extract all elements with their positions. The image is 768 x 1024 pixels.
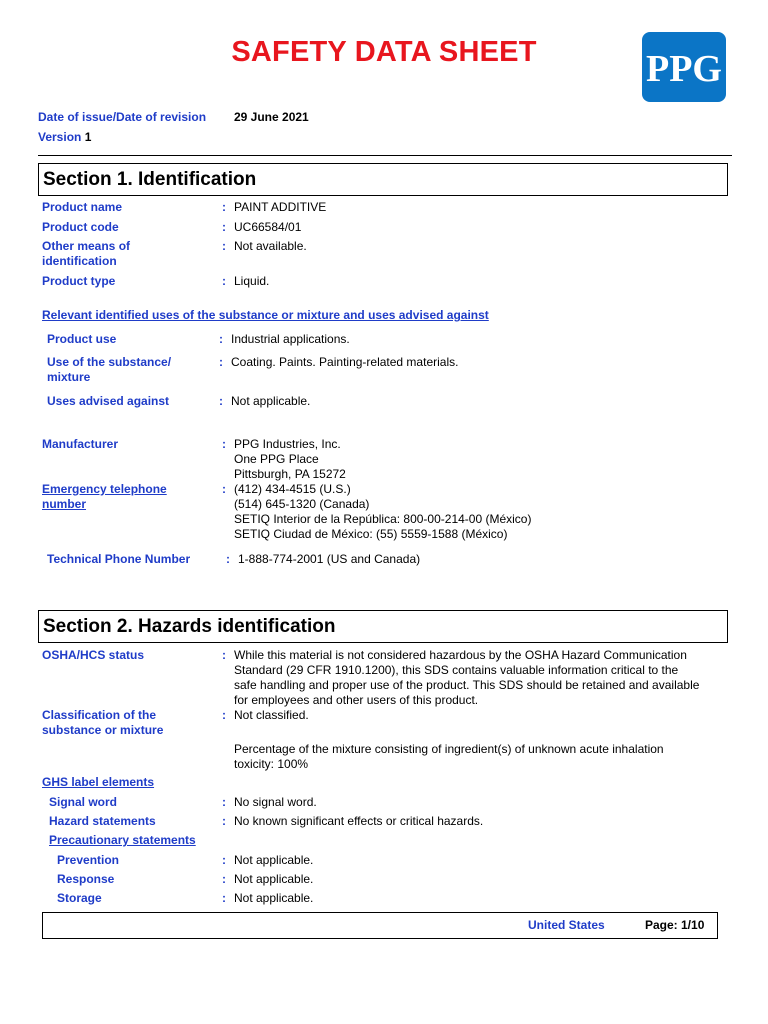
section2-heading: Section 2. Hazards identification [38, 610, 728, 643]
hazard-statements-value: No known significant effects or critical hazards. [234, 814, 484, 828]
osha-label: OSHA/HCS status [42, 648, 145, 662]
date-value: 29 June 2021 [234, 110, 309, 124]
colon: : [219, 332, 223, 346]
colon: : [222, 482, 226, 496]
ppg-logo [642, 32, 726, 102]
precautionary-heading: Precautionary statements [49, 833, 196, 847]
emergency-label-1: Emergency telephone [42, 482, 167, 496]
percentage-line-1: Percentage of the mixture consisting of ingredient(s) of unknown acute inhalation [234, 742, 664, 756]
colon: : [222, 200, 226, 214]
header-divider [38, 155, 732, 156]
manufacturer-line-3: Pittsburgh, PA 15272 [234, 467, 346, 481]
percentage-line-2: toxicity: 100% [234, 757, 309, 771]
colon: : [222, 795, 226, 809]
colon: : [222, 648, 226, 662]
footer-page-number: Page: 1/10 [645, 918, 705, 932]
colon: : [222, 220, 226, 234]
section1-heading: Section 1. Identification [38, 163, 728, 196]
manufacturer-label: Manufacturer [42, 437, 119, 451]
product-use-label: Product use [47, 332, 117, 346]
product-code-label: Product code [42, 220, 119, 234]
use-of-substance-value: Coating. Paints. Painting-related materials. [231, 355, 459, 369]
response-label: Response [57, 872, 115, 886]
manufacturer-line-1: PPG Industries, Inc. [234, 437, 341, 451]
version-value: 1 [84, 130, 92, 144]
use-of-substance-label-2: mixture [47, 370, 91, 384]
storage-value: Not applicable. [234, 891, 314, 905]
colon: : [219, 355, 223, 369]
prevention-label: Prevention [57, 853, 120, 867]
product-type-value: Liquid. [234, 274, 270, 288]
uses-advised-against-value: Not applicable. [231, 394, 311, 408]
colon: : [222, 239, 226, 253]
technical-phone-label: Technical Phone Number [47, 552, 191, 566]
date-label: Date of issue/Date of revision [38, 110, 207, 124]
osha-line-4: for employees and other users of this product. [234, 693, 479, 707]
osha-line-1: While this material is not considered hazardous by the OSHA Hazard Communication [234, 648, 687, 662]
colon: : [222, 708, 226, 722]
version-label: Version [38, 130, 82, 144]
emergency-line-1: (412) 434-4515 (U.S.) [234, 482, 351, 496]
classification-label-1: Classification of the [42, 708, 157, 722]
emergency-label-2: number [42, 497, 87, 511]
product-use-value: Industrial applications. [231, 332, 350, 346]
product-type-label: Product type [42, 274, 116, 288]
signal-word-value: No signal word. [234, 795, 317, 809]
other-means-label-2: identification [42, 254, 117, 268]
relevant-uses-heading: Relevant identified uses of the substance or mixture and uses advised against [42, 308, 489, 322]
other-means-label-1: Other means of [42, 239, 131, 253]
page-footer [42, 912, 718, 939]
document-title: SAFETY DATA SHEET [231, 36, 537, 68]
classification-value: Not classified. [234, 708, 309, 722]
other-means-value: Not available. [234, 239, 307, 253]
response-value: Not applicable. [234, 872, 314, 886]
colon: : [222, 853, 226, 867]
signal-word-label: Signal word [49, 795, 118, 809]
colon: : [222, 872, 226, 886]
product-name-label: Product name [42, 200, 123, 214]
emergency-line-3: SETIQ Interior de la República: 800-00-214-00 (México) [234, 512, 532, 526]
ghs-heading: GHS label elements [42, 775, 155, 789]
manufacturer-line-2: One PPG Place [234, 452, 319, 466]
emergency-line-2: (514) 645-1320 (Canada) [234, 497, 370, 511]
colon: : [222, 814, 226, 828]
technical-phone-value: 1-888-774-2001 (US and Canada) [238, 552, 421, 566]
colon: : [222, 274, 226, 288]
colon: : [222, 437, 226, 451]
osha-line-3: safe handling and proper use of the product. This SDS should be retained and available [234, 678, 700, 692]
colon: : [226, 552, 230, 566]
prevention-value: Not applicable. [234, 853, 314, 867]
footer-country: United States [528, 918, 605, 932]
colon: : [219, 394, 223, 408]
hazard-statements-label: Hazard statements [49, 814, 156, 828]
product-name-value: PAINT ADDITIVE [234, 200, 327, 214]
use-of-substance-label-1: Use of the substance/ [47, 355, 172, 369]
osha-line-2: Standard (29 CFR 1910.1200), this SDS contains valuable information critical to the [234, 663, 679, 677]
uses-advised-against-label: Uses advised against [47, 394, 170, 408]
product-code-value: UC66584/01 [234, 220, 302, 234]
ppg-logo-text: PPG [646, 48, 722, 90]
colon: : [222, 891, 226, 905]
storage-label: Storage [57, 891, 102, 905]
classification-label-2: substance or mixture [42, 723, 164, 737]
emergency-line-4: SETIQ Ciudad de México: (55) 5559-1588 (México) [234, 527, 508, 541]
